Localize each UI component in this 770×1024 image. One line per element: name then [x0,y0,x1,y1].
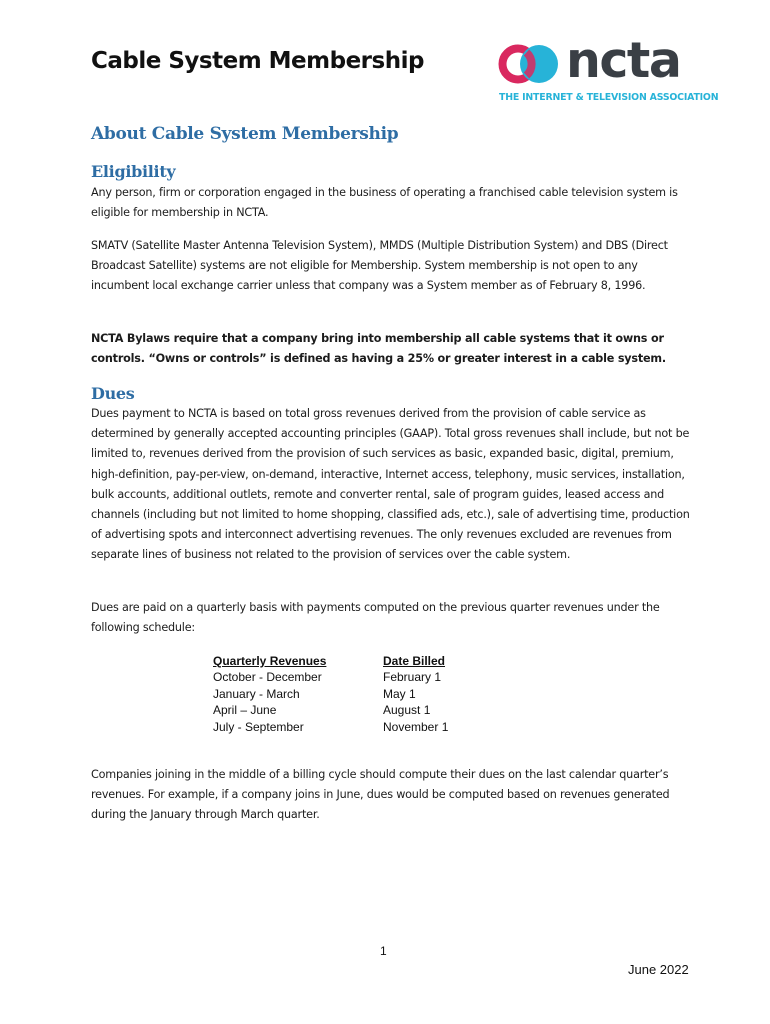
dues-paragraph-3: Companies joining in the middle of a billing cycle should compute their dues on the last calendar quarter’s revenues. For example, if a company joins in June, dues would be computed based on revenues generated during the January through March quarter. [91,768,670,822]
schedule-billed-cell: November 1 [383,719,449,734]
schedule-quarter-column [213,653,326,735]
schedule-quarter-cell: July - September [213,719,304,734]
eligibility-paragraph-1: Any person, firm or corporation engaged in the business of operating a franchised cable television system is eligible for membership in NCTA. [91,186,678,220]
schedule-quarter-cell: October - December [213,670,322,685]
schedule-quarter-cell: January - March [213,686,300,701]
eligibility-paragraph-2: SMATV (Satellite Master Antenna Television System), MMDS (Multiple Distribution System) and DBS (Direct Broadcast Satellite) systems are not eligible for Membership. System membership is not open to any incumbent local exchange carrier unless that company was a System member as of February 8, 1996. [91,239,668,293]
page-title: Cable System Membership [91,48,424,74]
ncta-wordmark: ncta [566,32,681,89]
ncta-tagline: THE INTERNET & TELEVISION ASSOCIATION [499,92,719,103]
page-number: 1 [380,944,387,958]
ncta-logo-mark-icon [498,42,560,86]
dues-heading: Dues [91,384,135,403]
schedule-billed-header: Date Billed [383,654,446,668]
schedule-billed-cell: May 1 [383,686,416,701]
footer-date: June 2022 [628,962,689,977]
eligibility-paragraph-3: NCTA Bylaws require that a company bring into membership all cable systems that it owns or controls. “Owns or controls” is defined as having a 25% or greater interest in a cable system. [91,332,666,366]
schedule-billed-cell: February 1 [383,670,442,685]
schedule-billed-cell: August 1 [383,703,431,718]
dues-paragraph-2: Dues are paid on a quarterly basis with payments computed on the previous quarter revenues under the following schedule: [91,601,660,635]
ncta-logo [498,32,719,106]
schedule-quarter-header: Quarterly Revenues [213,654,327,668]
about-heading: About Cable System Membership [91,124,399,144]
eligibility-heading: Eligibility [91,162,176,181]
schedule-quarter-cell: April – June [213,703,277,718]
schedule-billed-column [383,653,448,735]
dues-paragraph-1: Dues payment to NCTA is based on total gross revenues derived from the provision of cable service as determined by generally accepted accounting principles (GAAP). Total gross revenues shall include, but not be limited to, revenues derived from the provision of such services as basic, expanded basic, digital, premium, high-definition, pay-per-view, on-demand, interactive, Internet access, telephony, music services, installation, bulk accounts, additional outlets, remote and converter rental, sale of program guides, leased access and channels (including but not limited to home shopping, classified ads, etc.), sale of advertising time, production of advertising spots and interconnect advertising revenues. The only revenues excluded are revenues from separate lines of business not related to the provision of services over the cable system. [91,407,690,562]
